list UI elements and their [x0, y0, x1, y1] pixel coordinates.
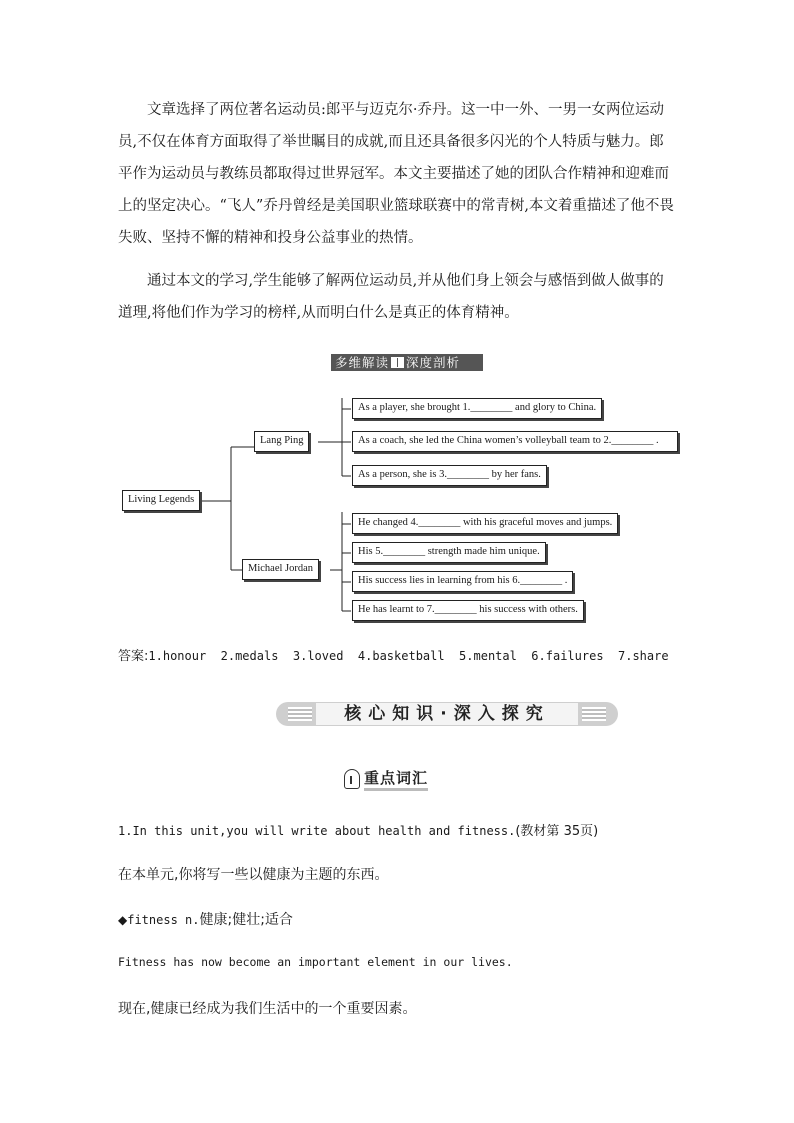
- example-sentence-zh: 现在,健康已经成为我们生活中的一个重要因素。: [118, 1001, 417, 1017]
- word-entry: [118, 909, 293, 929]
- answer-line: [118, 645, 669, 664]
- mindmap-root: Living Legends: [122, 490, 200, 511]
- lang-ping-item-1: As a player, she brought 1.________ and glory to China.: [352, 398, 602, 419]
- jordan-item-4: He changed 4.________ with his graceful moves and jumps.: [352, 513, 618, 534]
- vocab-item-1-zh: 在本单元,你将写一些以健康为主题的东西。: [118, 867, 389, 883]
- core-knowledge-title: 核心知识·深入探究: [344, 704, 550, 724]
- lang-ping-item-3: As a person, she is 3.________ by her fans.: [352, 465, 547, 486]
- analysis-banner: [331, 354, 483, 371]
- answer-text: 1.honour 2.medals 3.loved 4.basketball 5.mental 6.failures 7.share: [148, 649, 669, 663]
- lang-ping-item-2: As a coach, she led the China women’s volleyball team to 2.________ .: [352, 431, 678, 452]
- jordan-item-6: His success lies in learning from his 6.________ .: [352, 571, 573, 592]
- answer-label: 答案:: [118, 649, 149, 664]
- vocab-heading: [344, 767, 428, 791]
- word-meaning: 健康;健壮;适合: [199, 912, 293, 928]
- branch-lang-ping: Lang Ping: [254, 431, 309, 452]
- jordan-item-7: He has learnt to 7.________ his success with others.: [352, 600, 584, 621]
- core-knowledge-banner: [276, 702, 618, 726]
- vocab-item-1-sentence: 1.In this unit,you will write about health and fitness.: [118, 824, 516, 838]
- example-sentence-en: Fitness has now become an important element in our lives.: [118, 955, 513, 969]
- branch-michael-jordan: Michael Jordan: [242, 559, 319, 580]
- book-icon: [391, 357, 404, 368]
- banner-part1: 多维解读: [335, 355, 390, 370]
- banner-part2: 深度剖析: [406, 355, 461, 370]
- vocab-item-1-source: (教材第 35页): [515, 824, 599, 839]
- bullet-icon: ◆: [118, 913, 128, 927]
- intro-paragraph-2: 通过本文的学习,学生能够了解两位运动员,并从他们身上领会与感悟到做人做事的道理,将他们作为学习的榜样,从而明白什么是真正的体育精神。: [118, 273, 664, 321]
- word-head: fitness n.: [127, 913, 200, 927]
- jordan-item-5: His 5.________ strength made him unique.: [352, 542, 546, 563]
- vocab-item-1-en: [118, 820, 598, 839]
- vocab-heading-text: 重点词汇: [364, 767, 428, 791]
- intro-paragraph-1: 文章选择了两位著名运动员:郎平与迈克尔·乔丹。这一中一外、一男一女两位运动员,不仅在体育方面取得了举世瞩目的成就,而且还具备很多闪光的个人特质与魅力。郎平作为运动员与教练员都取得过世界冠军。本文主要描述了她的团队合作精神和迎难而上的坚定决心。“飞人”乔丹曾经是美国职业篮球联赛中的常青树,本文着重描述了他不畏失败、坚持不懈的精神和投身公益事业的热情。: [118, 102, 674, 246]
- key-icon: [344, 769, 360, 789]
